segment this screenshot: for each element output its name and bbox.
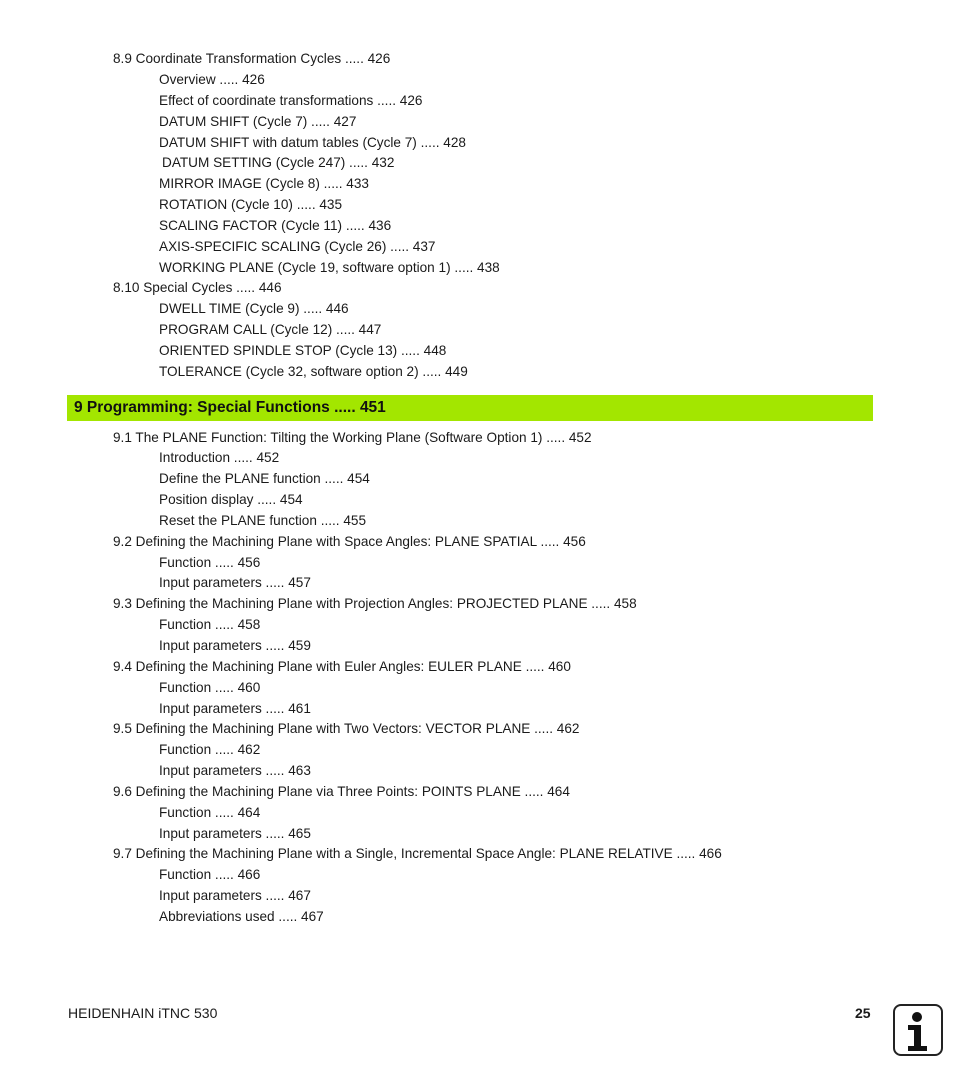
toc-entry[interactable]: Reset the PLANE function ..... 455 [159,513,367,528]
toc-entry[interactable]: Function ..... 462 [159,742,261,757]
toc-entry[interactable]: 9.1 The PLANE Function: Tilting the Working Plane (Software Option 1) ..... 452 [113,430,592,445]
toc-entry[interactable]: WORKING PLANE (Cycle 19, software option 1) ..... 438 [159,260,500,275]
toc-entry[interactable]: DATUM SETTING (Cycle 247) ..... 432 [162,155,395,170]
toc-entry[interactable]: DATUM SHIFT (Cycle 7) ..... 427 [159,114,357,129]
toc-entry[interactable]: 9.5 Defining the Machining Plane with Two Vectors: VECTOR PLANE ..... 462 [113,721,580,736]
footer-manual-title: HEIDENHAIN iTNC 530 [68,1005,218,1021]
toc-entry[interactable]: Define the PLANE function ..... 454 [159,471,370,486]
toc-entry[interactable]: Function ..... 460 [159,680,261,695]
toc-entry[interactable]: DWELL TIME (Cycle 9) ..... 446 [159,301,349,316]
toc-entry[interactable]: SCALING FACTOR (Cycle 11) ..... 436 [159,218,392,233]
toc-entry[interactable]: Input parameters ..... 463 [159,763,311,778]
toc-entry[interactable]: Input parameters ..... 467 [159,888,311,903]
chapter-heading-bar[interactable] [67,395,873,421]
toc-entry[interactable]: 9.2 Defining the Machining Plane with Space Angles: PLANE SPATIAL ..... 456 [113,534,586,549]
toc-entry[interactable]: 9.3 Defining the Machining Plane with Projection Angles: PROJECTED PLANE ..... 458 [113,596,637,611]
toc-entry[interactable]: PROGRAM CALL (Cycle 12) ..... 447 [159,322,382,337]
toc-entry[interactable]: Function ..... 464 [159,805,261,820]
toc-entry[interactable]: 8.9 Coordinate Transformation Cycles ..... 426 [113,51,391,66]
toc-entry[interactable]: Input parameters ..... 461 [159,701,311,716]
toc-entry[interactable]: Function ..... 466 [159,867,261,882]
toc-entry[interactable]: DATUM SHIFT with datum tables (Cycle 7) ..... 428 [159,135,466,150]
chapter-title[interactable]: 9 Programming: Special Functions ..... 451 [74,399,386,416]
toc-entry[interactable]: ORIENTED SPINDLE STOP (Cycle 13) ..... 448 [159,343,447,358]
page-number: 25 [855,1005,871,1021]
toc-entry[interactable]: Abbreviations used ..... 467 [159,909,324,924]
toc-entry[interactable]: 9.7 Defining the Machining Plane with a Single, Incremental Space Angle: PLANE RELATIVE ..... 466 [113,846,722,861]
toc-entry[interactable]: ROTATION (Cycle 10) ..... 435 [159,197,343,212]
toc-entry[interactable]: AXIS-SPECIFIC SCALING (Cycle 26) ..... 437 [159,239,436,254]
toc-entry[interactable]: Introduction ..... 452 [159,450,280,465]
info-icon [893,1004,943,1056]
toc-entry[interactable]: TOLERANCE (Cycle 32, software option 2) ..... 449 [159,364,468,379]
toc-entry[interactable]: Input parameters ..... 459 [159,638,311,653]
toc-entry[interactable]: Function ..... 458 [159,617,261,632]
toc-entry[interactable]: MIRROR IMAGE (Cycle 8) ..... 433 [159,176,369,191]
toc-entry[interactable]: 9.4 Defining the Machining Plane with Euler Angles: EULER PLANE ..... 460 [113,659,571,674]
toc-entry[interactable]: Effect of coordinate transformations ..... 426 [159,93,423,108]
toc-entry[interactable]: Overview ..... 426 [159,72,265,87]
toc-entry[interactable]: Function ..... 456 [159,555,261,570]
toc-entry[interactable]: Input parameters ..... 457 [159,575,311,590]
toc-entry[interactable]: Position display ..... 454 [159,492,303,507]
toc-entry[interactable]: Input parameters ..... 465 [159,826,311,841]
toc-entry[interactable]: 8.10 Special Cycles ..... 446 [113,280,282,295]
toc-entry[interactable]: 9.6 Defining the Machining Plane via Three Points: POINTS PLANE ..... 464 [113,784,570,799]
